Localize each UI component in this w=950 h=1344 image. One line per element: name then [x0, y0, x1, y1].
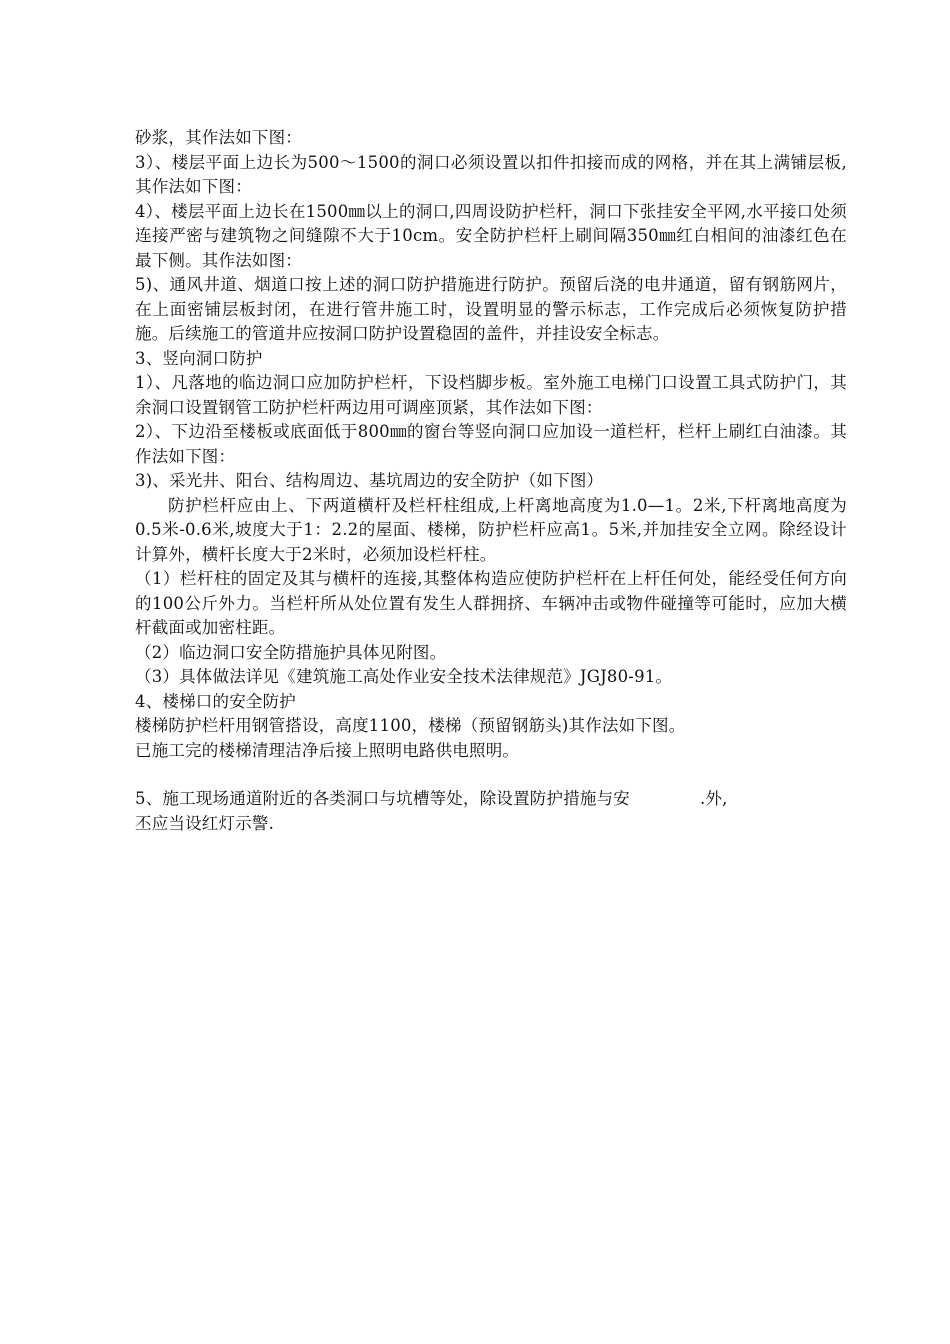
text-paragraph: 防护栏杆应由上、下两道横杆及栏杆柱组成,上杆离地高度为1.0—1。2米,下杆离地高度为0.5米-0.6米,坡度大于1：2.2的屋面、楼梯，防护栏杆应高1。5米,并加挂安全立网。除经设计计算外，横杆长度大于2米时，必须加设栏杆柱。	[135, 495, 847, 564]
text-line: 砂浆，其作法如下图：	[135, 128, 302, 147]
text-fragment: 5、施工现场通道附近的各类洞口与坑槽等处，除设置防护措施与安	[135, 789, 630, 808]
text-paragraph: 2）、下边沿至楼板或底面低于800㎜的窗台等竖向洞口应加设一道栏杆，栏杆上刷红白油漆。其作法如下图：	[135, 422, 847, 466]
text-line: 3)、采光井、阳台、结构周边、基坑周边的安全防护（如下图）	[135, 471, 604, 490]
text-line: （2）临边洞口安全防措施护具体见附图。	[135, 642, 447, 662]
text-line: 已施工完的楼梯清理洁净后接上照明电路供电照明。	[135, 740, 520, 760]
text-paragraph: （1）栏杆柱的固定及其与横杆的连接,其整体构造应使防护栏杆在上杆任何处，能经受任何方向的100公斤外力。当栏杆所从处位置有发生人群拥挤、车辆冲击或物件碰撞等可能时，应加大横杆截面或加密柱距。	[135, 569, 847, 637]
text-paragraph: 5)、通风井道、烟道口按上述的洞口防护措施进行防护。预留后浇的电井通道，留有钢筋网片，在上面密铺层板封闭，在进行管井施工时，设置明显的警示标志，工作完成后必须恢复防护措施。后续施工的管道井应按洞口防护设置稳固的盖件，并挂设安全标志。	[135, 275, 847, 343]
text-line: 楼梯防护栏杆用钢管搭设，高度1100，楼梯（预留钢筋头)其作法如下图。	[135, 716, 686, 735]
text-line	[135, 787, 847, 812]
text-paragraph: 4）、楼层平面上边长在1500㎜以上的洞口,四周设防护栏杆，洞口下张挂安全平网,水平接口处须连接严密与建筑物之间缝隙不大于10cm。安全防护栏杆上刷间隔350㎜红白相间的油漆红色在最下侧。其作法如图：	[135, 201, 847, 270]
text-line: 丕应当设红灯示警.	[135, 813, 275, 833]
section-heading: 4、楼梯口的安全防护	[135, 691, 296, 711]
document-body	[135, 126, 847, 836]
text-line: （3）具体做法详见《建筑施工高处作业安全技术法律规范》JGJ80-91。	[135, 667, 673, 686]
section-heading: 3、竖向洞口防护	[135, 348, 263, 368]
text-paragraph: 3）、楼层平面上边长为500～1500的洞口必须设置以扣件扣接而成的网格，并在其上满铺层板,其作法如下图：	[135, 152, 847, 196]
text-fragment: .外,	[700, 789, 728, 808]
blank-line	[135, 763, 847, 787]
text-paragraph: 1）、凡落地的临边洞口应加防护栏杆，下设档脚步板。室外施工电梯门口设置工具式防护门，其余洞口设置钢管工防护栏杆两边用可调座顶紧，其作法如下图：	[135, 373, 847, 417]
